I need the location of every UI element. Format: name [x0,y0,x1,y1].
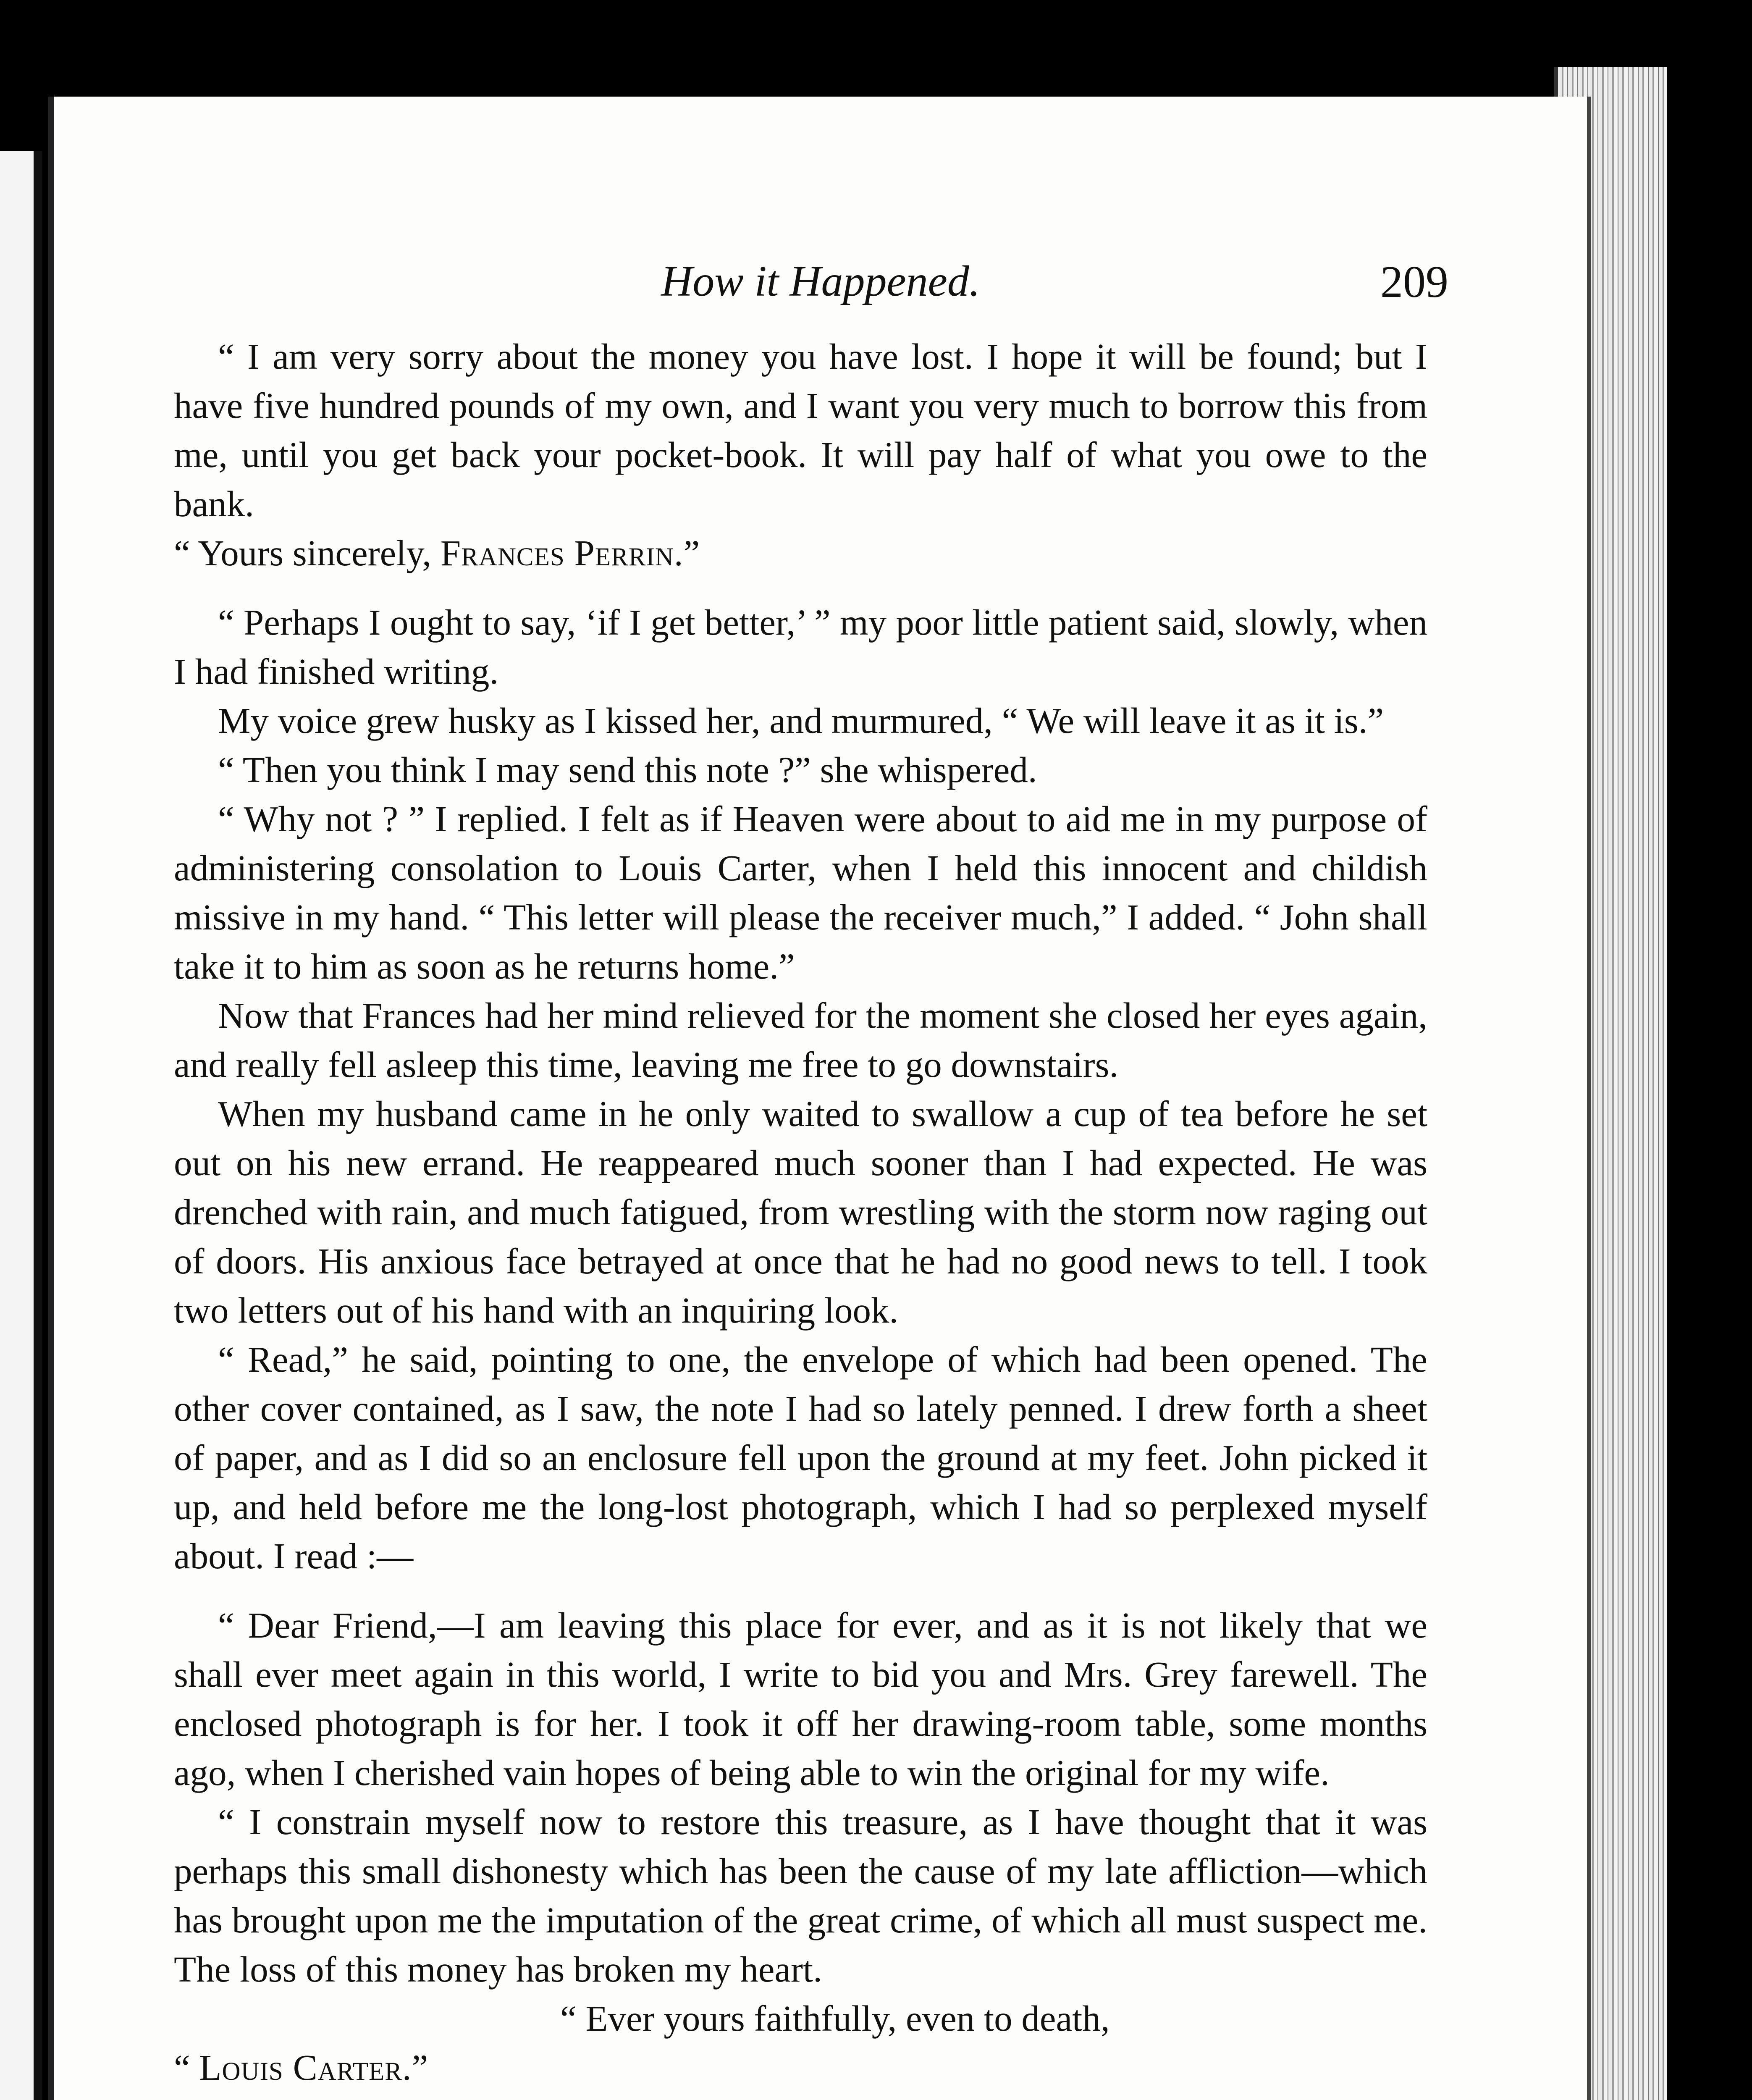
running-title: How it Happened. [661,257,980,305]
paragraph: My voice grew husky as I kissed her, and murmured, “ We will leave it as it is.” [218,700,1384,741]
paragraph: “ Dear Friend,—I am leaving this place for ever, and as it is not likely that we shall ever meet again in this world, I write to bid you and Mrs. Grey farewell. The enclosed photograph is for her. I took it off her drawing-room table, some months ago, when I cherished vain hopes of being able to win the original for my wife. [174,1605,1427,1793]
left-page-edge [0,151,42,2100]
signature-louis [174,2043,1427,2092]
paragraph: “ I am very sorry about the money you have lost. I hope it will be found; but I have five hundred pounds of my own, and I want you very much to borrow this from me, until you get back your pocket-book. It will pay half of what you owe to the bank. [174,336,1427,524]
signature-name: Frances Perrin.” [440,533,700,573]
signature-louis-closing: “ Ever yours faithfully, even to death, [560,1998,1110,2039]
page-header [54,256,1587,328]
signature-text: “ Yours sincerely, [174,533,441,573]
paragraph: When my husband came in he only waited to swallow a cup of tea before he set out on his new errand. He reappeared much sooner than I had expected. He was drenched with rain, and much fatigued, from wrestling with the storm now raging out of doors. His anxious face betrayed at once that he had no good news to tell. I took two letters out of his hand with an inquiring look. [174,1093,1427,1331]
paragraph: “ Then you think I may send this note ?” she whispered. [218,749,1037,790]
body-text [174,332,1427,2100]
signature-frances [174,528,1427,578]
paragraph: “ Why not ? ” I replied. I felt as if Heaven were about to aid me in my purpose of administering consolation to Louis Carter, when I held this innocent and childish missive in my hand. “ This letter will please the receiver much,” I added. “ John shall take it to him as soon as he returns home.” [174,798,1427,987]
signature-text: “ [174,2047,199,2088]
signature-name: Louis Carter.” [199,2047,429,2088]
paragraph: Now that Frances had her mind relieved for the moment she closed her eyes again, and really fell asleep this time, leaving me free to go downstairs. [174,995,1427,1085]
book-page [48,97,1591,2100]
paragraph: “ Perhaps I ought to say, ‘if I get better,’ ” my poor little patient said, slowly, when I had finished writing. [174,602,1427,692]
paragraph: “ Read,” he said, pointing to one, the envelope of which had been opened. The other cover contained, as I saw, the note I had so lately penned. I drew forth a sheet of paper, and as I did so an enclosure fell upon the ground at my feet. John picked it up, and held before me the long-lost photograph, which I had so perplexed myself about. I read :— [174,1339,1427,1576]
paragraph: “ I constrain myself now to restore this treasure, as I have thought that it was perhaps this small dishonesty which has been the cause of my late affliction—which has brought upon me the imputation of the great crime, of which all must suspect me. The loss of this money has broken my heart. [174,1801,1427,1990]
page-number: 209 [1380,257,1448,307]
